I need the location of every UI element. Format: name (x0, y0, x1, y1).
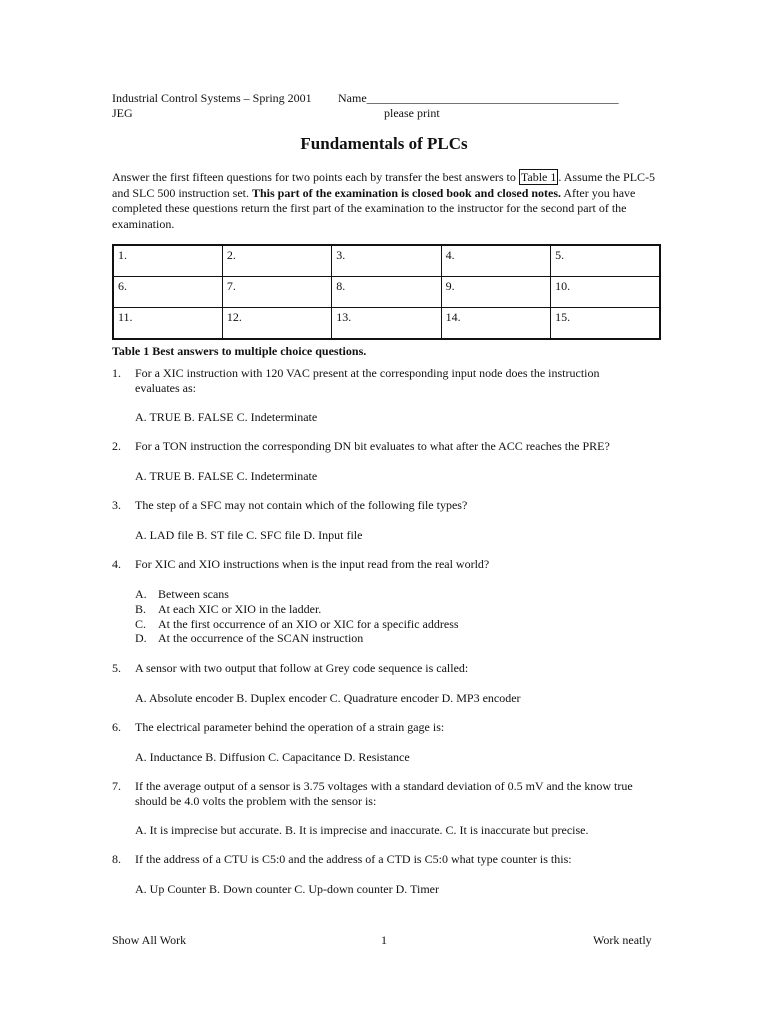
answer-cell[interactable]: 11. (113, 308, 222, 340)
intro-text-2: . Assume the PLC-5 and SLC 500 instruction set. (112, 170, 656, 200)
answer-cell[interactable]: 10. (551, 277, 660, 308)
answer-cell[interactable]: 13. (332, 308, 441, 340)
question-options: A. TRUE B. FALSE C. Indeterminate (135, 469, 318, 483)
question-text: If the average output of a sensor is 3.75 voltages with a standard deviation of 0.5 mV and the know true (135, 779, 633, 793)
question-number: 3. (112, 498, 121, 512)
answer-cell[interactable]: 5. (551, 245, 660, 277)
question-options: A. It is imprecise but accurate. B. It is imprecise and inaccurate. C. It is inaccurate but precise. (135, 823, 589, 837)
table-row (113, 277, 660, 308)
table-reference: Table 1 (520, 170, 557, 184)
question-text: For XIC and XIO instructions when is the input read from the real world? (135, 557, 490, 571)
answer-cell[interactable]: 4. (441, 245, 550, 277)
instructions-paragraph (112, 170, 660, 232)
answer-cell[interactable]: 6. (113, 277, 222, 308)
answer-cell[interactable]: 2. (222, 245, 331, 277)
intro-text-1: Answer the first fifteen questions for two points each by transfer the best answers to (112, 170, 519, 184)
answer-cell[interactable]: 1. (113, 245, 222, 277)
question-number: 4. (112, 557, 121, 571)
answer-cell[interactable]: 9. (441, 277, 550, 308)
closed-book-notice: This part of the examination is closed book and closed notes. (252, 185, 562, 200)
option-text: At the first occurrence of an XIO or XIC for a specific address (158, 617, 459, 631)
question-text: The step of a SFC may not contain which of the following file types? (135, 498, 468, 512)
answer-cell[interactable]: 15. (551, 308, 660, 340)
question-number: 1. (112, 366, 121, 380)
question-options: A. Inductance B. Diffusion C. Capacitance D. Resistance (135, 750, 410, 764)
header-course: Industrial Control Systems – Spring 2001 (112, 91, 312, 105)
option-letter: A. (135, 587, 147, 601)
question-options: A. Absolute encoder B. Duplex encoder C. Quadrature encoder D. MP3 encoder (135, 691, 521, 705)
question-number: 7. (112, 779, 121, 793)
answer-cell[interactable]: 12. (222, 308, 331, 340)
question-options: A. Up Counter B. Down counter C. Up-down counter D. Timer (135, 882, 439, 896)
table-caption: Table 1 Best answers to multiple choice questions. (112, 344, 367, 358)
please-print-note: please print (384, 106, 440, 120)
name-field-label: Name__________________________________________ (338, 91, 619, 105)
question-text: If the address of a CTU is C5:0 and the address of a CTD is C5:0 what type counter is this: (135, 852, 572, 866)
answer-cell[interactable]: 3. (332, 245, 441, 277)
answer-table (112, 244, 661, 340)
answer-cell[interactable]: 7. (222, 277, 331, 308)
answer-cell[interactable]: 14. (441, 308, 550, 340)
option-letter: B. (135, 602, 147, 616)
question-text-continued: should be 4.0 volts the problem with the sensor is: (135, 794, 377, 808)
question-text: For a XIC instruction with 120 VAC present at the corresponding input node does the instruction (135, 366, 600, 380)
question-options: A. TRUE B. FALSE C. Indeterminate (135, 410, 318, 424)
question-number: 5. (112, 661, 121, 675)
table-row (113, 245, 660, 277)
footer-left: Show All Work (112, 933, 187, 947)
question-number: 2. (112, 439, 121, 453)
page-number: 1 (381, 933, 387, 947)
question-text: A sensor with two output that follow at Grey code sequence is called: (135, 661, 469, 675)
question-number: 8. (112, 852, 121, 866)
option-letter: D. (135, 631, 147, 645)
question-text-continued: evaluates as: (135, 381, 196, 395)
footer-right: Work neatly (593, 933, 652, 947)
question-number: 6. (112, 720, 121, 734)
option-text: At each XIC or XIO in the ladder. (158, 602, 322, 616)
answer-cell[interactable]: 8. (332, 277, 441, 308)
table-row (113, 308, 660, 340)
question-text: The electrical parameter behind the operation of a strain gage is: (135, 720, 445, 734)
option-letter: C. (135, 617, 147, 631)
question-options: A. LAD file B. ST file C. SFC file D. Input file (135, 528, 363, 542)
option-text: At the occurrence of the SCAN instruction (158, 631, 364, 645)
option-text: Between scans (158, 587, 229, 601)
header-initials: JEG (112, 106, 133, 120)
question-text: For a TON instruction the corresponding DN bit evaluates to what after the ACC reaches the PRE? (135, 439, 610, 453)
intro-text-3: After you have completed these questions return the first part of the examination to the instructor for the second part of the examination. (112, 185, 636, 231)
page-title: Fundamentals of PLCs (300, 134, 468, 153)
